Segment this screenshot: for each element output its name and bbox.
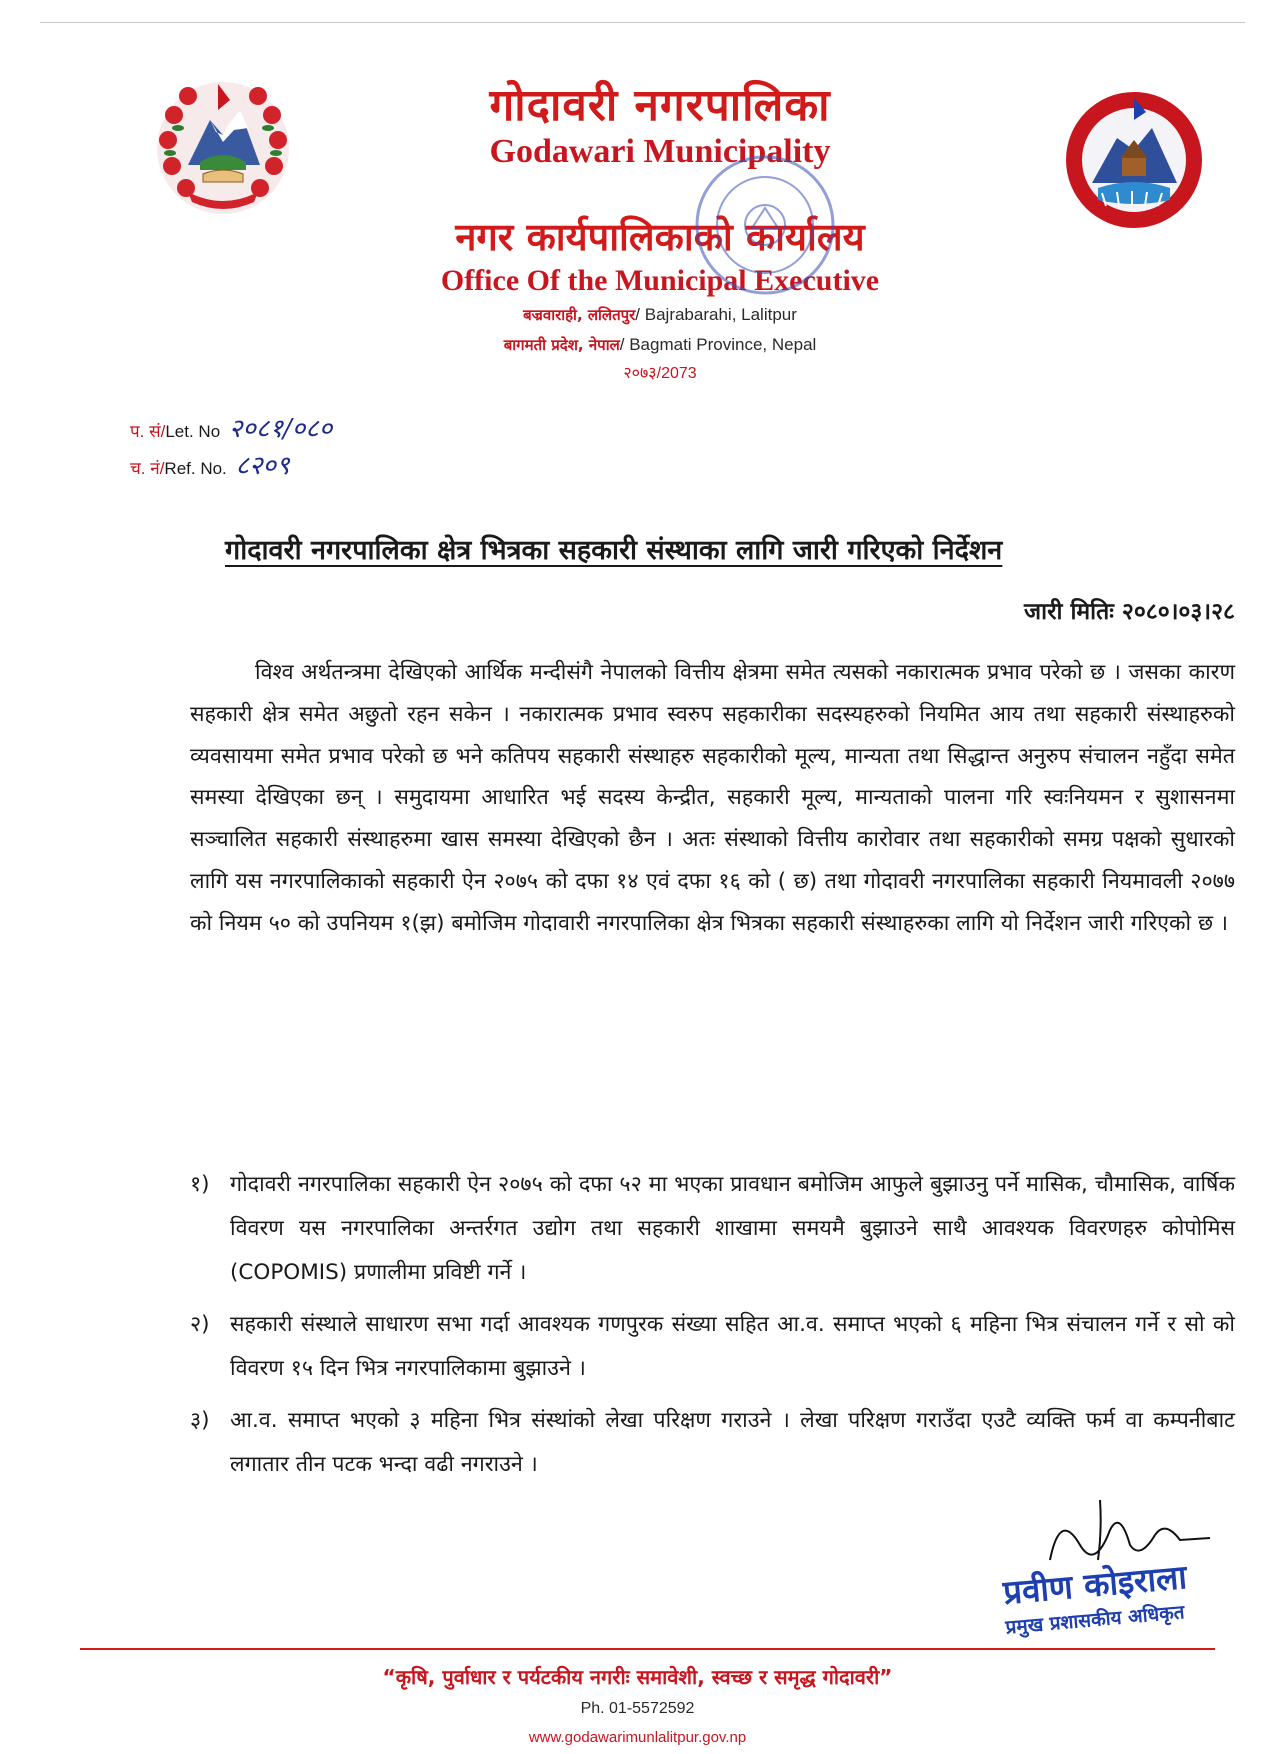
year-english: 2073 [661,365,697,382]
letter-number-value: २०८१/०८० [228,414,333,444]
reference-number-row: च. नं/Ref. No. ८२०९ [130,451,290,481]
address-line-1: बज्रवाराही, ललितपुर/ Bajrabarahi, Lalitpur [523,305,797,324]
body-paragraph: विश्व अर्थतन्त्रमा देखिएको आर्थिक मन्दीसंगै नेपालको वित्तीय क्षेत्रमा समेत त्यसको नकारात्मक प्रभाव परेको छ । जसका कारण सहकारी क्षेत्र समेत अछुतो रहन सकेन । नकारात्मक प्रभाव स्वरुप सहकारीका सदस्यहरुको नियमित आय तथा सहकारी संस्थाहरुको व्यवसायमा समेत प्रभाव परेको छ भने कतिपय सहकारी संस्थाहरु सहकारीको मूल्य, मान्यता तथा सिद्धान्त अनुरुप संचालन नहुँदा समेत समस्या देखिएका छन् । समुदायमा आधारित भई सदस्य केन्द्रीत, सहकारी मूल्य, मान्यताको पालना गरि स्वःनियमन र सुशासनमा सञ्चालित सहकारी संस्थाहरुमा खास समस्या देखिएको छैन । अतः संस्थाको वित्तीय कारोवार तथा सहकारीको समग्र पक्षको सुधारको लागि यस नगरपालिकाको सहकारी ऐन २०७५ को दफा १४ एवं दफा १६ को ( छ) तथा गोदावरी नगरपालिका सहकारी नियमावली २०७७ को नियम ५० को उपनियम १(झ) बमोजिम गोदावारी नगरपालिका क्षेत्र भित्रका सहकारी संस्थाहरुका लागि यो निर्देशन जारी गरिएको छ । [190,660,1235,936]
footer-phone: Ph. 01-5572592 [580,1700,695,1717]
list-item [190,1303,1235,1391]
issue-date: जारी मितिः २०८०।०३।२८ [1024,599,1235,625]
reference-numbers [130,412,332,486]
godawari-municipality-logo-icon [1062,88,1207,233]
list-item-text: गोदावरी नगरपालिका सहकारी ऐन २०७५ को दफा ५२ मा भएका प्रावधान बमोजिम आफुले बुझाउनु पर्ने मासिक, चौमासिक, वार्षिक विवरण यस नगरपालिका अन्तर्रगत उद्योग तथा सहकारी शाखामा समयमै बुझाउने साथै आवश्यक विवरणहरु कोपोमिस (COPOMIS) प्रणालीमा प्रविष्टी गर्ने । [230,1172,1235,1285]
letter-number-label-english: Let. No [165,422,221,441]
municipal-office-stamp [690,150,840,300]
address-line-2-nepali: बागमती प्रदेश, नेपाल [503,336,620,354]
reference-number-label-english: Ref. No. [164,459,227,478]
establishment-year: २०७३/2073 [623,365,697,382]
signature-block [950,1557,1240,1639]
list-item [190,1399,1235,1487]
footer-website: www.godawarimunlalitpur.gov.np [528,1729,747,1746]
footer-divider [80,1648,1215,1650]
address-line-2: बागमती प्रदेश, नेपाल/ Bagmati Province, Nepal [503,335,817,354]
signatory-name: प्रवीण कोइराला [1001,1557,1189,1612]
address-line-2-english: Bagmati Province, Nepal [629,335,817,354]
letter-subject: गोदावरी नगरपालिका क्षेत्र भित्रका सहकारी संस्थाका लागि जारी गरिएको निर्देशन [225,535,1003,566]
municipality-name-nepali: गोदावरी नगरपालिका [489,80,831,131]
letter-number-label-nepali: प. सं [130,422,161,441]
office-name-english: Office Of the Municipal Executive [440,264,880,297]
address-line-1-nepali: बज्रवाराही, ललितपुर [523,306,636,324]
top-divider [40,22,1245,23]
list-item-text: आ.व. समाप्त भएको ३ महिना भित्र संस्थांको लेखा परिक्षण गराउने । लेखा परिक्षण गराउँदा एउटै व्यक्ति फर्म वा कम्पनीबाट लगातार तीन पटक भन्दा वढी नगराउने । [230,1408,1235,1477]
reference-number-label-nepali: च. नं [130,459,160,478]
list-item-number: १) [190,1172,210,1197]
directive-list [190,1163,1235,1495]
list-item-number: २) [190,1312,210,1337]
list-item-text: सहकारी संस्थाले साधारण सभा गर्दा आवश्यक गणपुरक संख्या सहित आ.व. समाप्त भएको ६ महिना भित्र संचालन गर्ने र सो को विवरण १५ दिन भित्र नगरपालिकामा बुझाउने । [230,1312,1235,1381]
signatory-title: प्रमुख प्रशासकीय अधिकृत [1004,1601,1186,1639]
letterhead [340,80,980,388]
footer [0,1660,1275,1752]
footer-motto: “कृषि, पुर्वाधार र पर्यटकीय नगरीः समावेशी, स्वच्छ र समृद्ध गोदावरी” [382,1665,893,1689]
office-name-nepali: नगर कार्यपालिकाको कार्यालय [455,215,865,259]
letter-number-row: प. सं/Let. No २०८१/०८० [130,414,333,444]
list-item [190,1163,1235,1295]
list-item-number: ३) [190,1408,210,1433]
year-nepali: २०७३ [623,365,657,382]
municipality-name-english: Godawari Municipality [489,133,831,170]
nepal-coat-of-arms-icon [148,70,298,220]
reference-number-value: ८२०९ [235,451,290,481]
address-line-1-english: Bajrabarahi, Lalitpur [644,305,797,324]
